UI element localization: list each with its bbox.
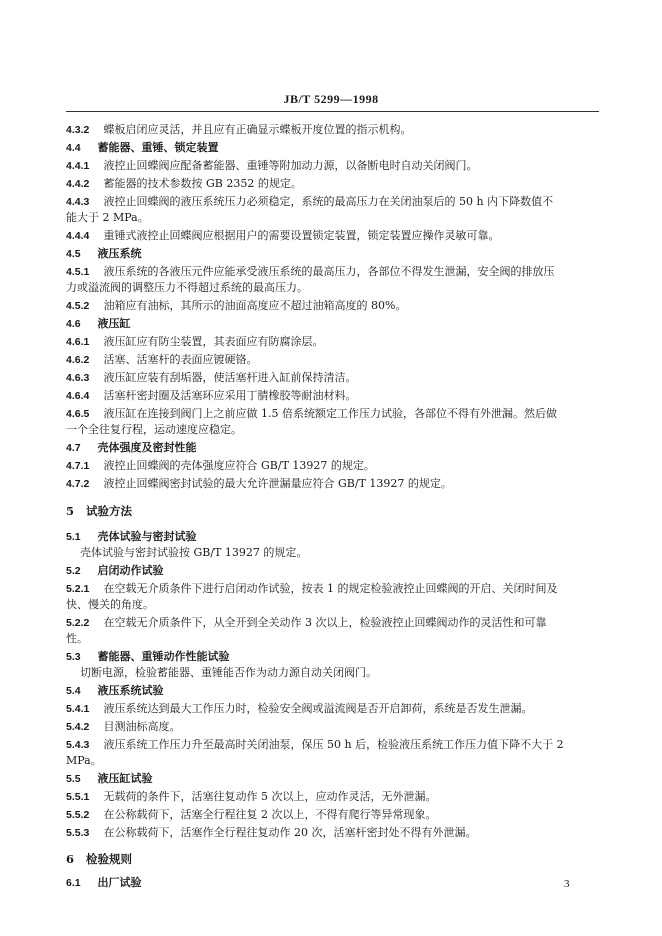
clause-number: 4.4 [66,142,81,154]
clause-number: 5.5.2 [66,809,90,821]
clause-number: 5.4.3 [66,739,90,751]
clause-5-2-2 [66,616,599,630]
clause-text: 液压系统的各液压元件应能承受液压系统的最高压力，各部位不得发生泄漏，安全阀的排放压 [103,265,555,278]
clause-text: 在空载无介质条件下进行启闭动作试验，按表 1 的规定检验液控止回蝶阀的开启、关闭时间及 [103,582,558,595]
clause-number: 5.2.2 [66,617,90,629]
clause-4-5 [66,247,599,261]
clause-4-7 [66,441,599,455]
clause-heading: 液压缸 [97,317,131,330]
clause-heading: 液压缸试验 [97,772,153,785]
clause-text: 液压缸应装有刮垢器，使活塞杆进入缸前保持清洁。 [103,371,357,384]
clause-text: 在公称载荷下，活塞全行程往复 2 次以上，不得有爬行等异常现象。 [103,808,437,821]
clause-number: 5.2 [66,565,81,577]
clause-4-6 [66,317,599,331]
clause-5-2 [66,564,599,578]
clause-5-2-1 [66,582,599,596]
clause-5-1 [66,530,599,544]
clause-number: 4.4.4 [66,230,90,242]
clause-number: 5.4.2 [66,721,90,733]
clause-number: 6.1 [66,877,81,889]
clause-4-3-2 [66,123,599,137]
clause-number: 4.6.5 [66,408,90,420]
clause-number: 4.6.4 [66,390,90,402]
clause-4-5-2 [66,299,599,313]
clause-5-3 [66,650,599,664]
clause-text: 油箱应有油标，其所示的油面高度应不超过油箱高度的 80%。 [103,299,407,312]
clause-4-6-5-cont: 一个全往复行程，运动速度应稳定。 [66,423,242,436]
clause-4-6-1 [66,335,599,349]
clause-text: 液控止回蝶阀的液压系统压力必须稳定，系统的最高压力在关闭油泵后的 50 h 内下降数值不 [103,195,554,208]
section-6-heading [66,852,599,866]
clause-heading: 液压系统试验 [97,684,164,697]
clause-number: 4.6 [66,318,81,330]
clause-number: 4.5.2 [66,300,90,312]
clause-number: 4.5.1 [66,266,90,278]
clause-5-4-3 [66,738,599,752]
clause-text: 在空载无介质条件下，从全开到全关动作 3 次以上，检验液控止回蝶阀动作的灵活性和可靠 [103,616,547,629]
clause-text: 液压系统达到最大工作压力时，检验安全阀或溢流阀是否开启卸荷，系统是否发生泄漏。 [103,702,533,715]
clause-number: 5.5.1 [66,791,90,803]
clause-4-5-1 [66,265,599,279]
clause-text: 液压缸在连接到阀门上之前应做 1.5 倍系统额定工作压力试验，各部位不得有外泄漏。然后做 [103,407,557,420]
clause-number: 4.4.3 [66,196,90,208]
clause-text: 在公称载荷下，活塞作全行程往复动作 20 次，活塞杆密封处不得有外泄漏。 [103,826,477,839]
clause-5-4-3-cont: MPa。 [66,754,102,767]
clause-heading: 液压系统 [97,247,142,260]
clause-4-5-1-cont: 力或溢流阀的调整压力不得超过系统的最高压力。 [66,281,308,294]
clause-number: 5.4.1 [66,703,90,715]
clause-number: 5.2.1 [66,583,90,595]
clause-5-5 [66,772,599,786]
clause-text: 无载荷的条件下，活塞往复动作 5 次以上，应动作灵活，无外泄漏。 [103,790,437,803]
clause-4-4-1 [66,159,599,173]
clause-4-6-5 [66,407,599,421]
clause-4-7-1 [66,459,599,473]
section-number: 5 [66,504,75,518]
clause-5-4 [66,684,599,698]
clause-text: 目测油标高度。 [103,720,181,733]
clause-5-2-2-cont: 性。 [66,632,88,645]
clause-number: 4.7.2 [66,478,90,490]
clause-5-2-1-cont: 快、慢关的角度。 [66,598,154,611]
clause-number: 4.5 [66,248,81,260]
clause-text: 蝶板启闭应灵活，并且应有正确显示蝶板开度位置的指示机构。 [103,123,412,136]
clause-number: 4.4.1 [66,160,90,172]
clause-number: 4.7.1 [66,460,90,472]
clause-heading: 出厂试验 [97,876,142,889]
clause-4-6-2 [66,353,599,367]
clause-6-1 [66,876,599,890]
clause-4-4 [66,141,599,155]
clause-5-4-1 [66,702,599,716]
clause-5-5-3 [66,826,599,840]
page-number: 3 [564,878,570,890]
clause-5-5-2 [66,808,599,822]
clause-text: 液控止回蝶阀密封试验的最大允许泄漏量应符合 GB/T 13927 的规定。 [103,477,452,490]
section-title: 试验方法 [86,504,133,518]
clause-number: 5.4 [66,685,81,697]
clause-4-4-4 [66,229,599,243]
clause-number: 4.6.2 [66,354,90,366]
clause-number: 5.3 [66,651,81,663]
section-5-heading [66,504,599,518]
clause-4-6-4 [66,389,599,403]
header-rule [66,111,599,112]
section-title: 检验规则 [86,852,133,866]
clause-heading: 蓄能器、重锤动作性能试验 [97,650,230,663]
clause-text: 液压缸应有防尘装置，其表面应有防腐涂层。 [103,335,324,348]
clause-4-7-2 [66,477,599,491]
clause-number: 4.3.2 [66,124,90,136]
clause-text: 活塞杆密封圈及活塞环应采用丁腈橡胶等耐油材料。 [103,389,357,402]
clause-number: 5.5 [66,773,81,785]
clause-5-1-body: 壳体试验与密封试验按 GB/T 13927 的规定。 [80,546,308,559]
clause-number: 4.6.3 [66,372,90,384]
page-header: JB/T 5299—1998 [283,92,379,106]
clause-number: 4.6.1 [66,336,90,348]
section-number: 6 [66,852,75,866]
clause-text: 液控止回蝶阀应配备蓄能器、重锤等附加动力源，以备断电时自动关闭阀门。 [103,159,478,172]
clause-5-5-1 [66,790,599,804]
clause-text: 蓄能器的技术参数按 GB 2352 的规定。 [103,177,302,190]
clause-heading: 壳体强度及密封性能 [97,441,197,454]
clause-4-4-3 [66,195,599,209]
clause-number: 5.1 [66,531,81,543]
clause-number: 4.4.2 [66,178,90,190]
clause-4-4-2 [66,177,599,191]
clause-5-3-body: 切断电源，检验蓄能器、重锤能否作为动力源自动关闭阀门。 [80,666,377,679]
clause-4-6-3 [66,371,599,385]
clause-text: 活塞、活塞杆的表面应镀硬铬。 [103,353,258,366]
clause-text: 液控止回蝶阀的壳体强度应符合 GB/T 13927 的规定。 [103,459,375,472]
clause-text: 重锤式液控止回蝶阀应根据用户的需要设置锁定装置，锁定装置应操作灵敏可靠。 [103,229,500,242]
clause-heading: 蓄能器、重锤、锁定装置 [97,141,219,154]
clause-5-4-2 [66,720,599,734]
clause-number: 5.5.3 [66,827,90,839]
clause-heading: 壳体试验与密封试验 [97,530,197,543]
clause-number: 4.7 [66,442,81,454]
clause-text: 液压系统工作压力升至最高时关闭油泵，保压 50 h 后，检验液压系统工作压力值下降不大于 2 [103,738,564,751]
clause-heading: 启闭动作试验 [97,564,164,577]
clause-4-4-3-cont: 能大于 2 MPa。 [66,211,149,224]
